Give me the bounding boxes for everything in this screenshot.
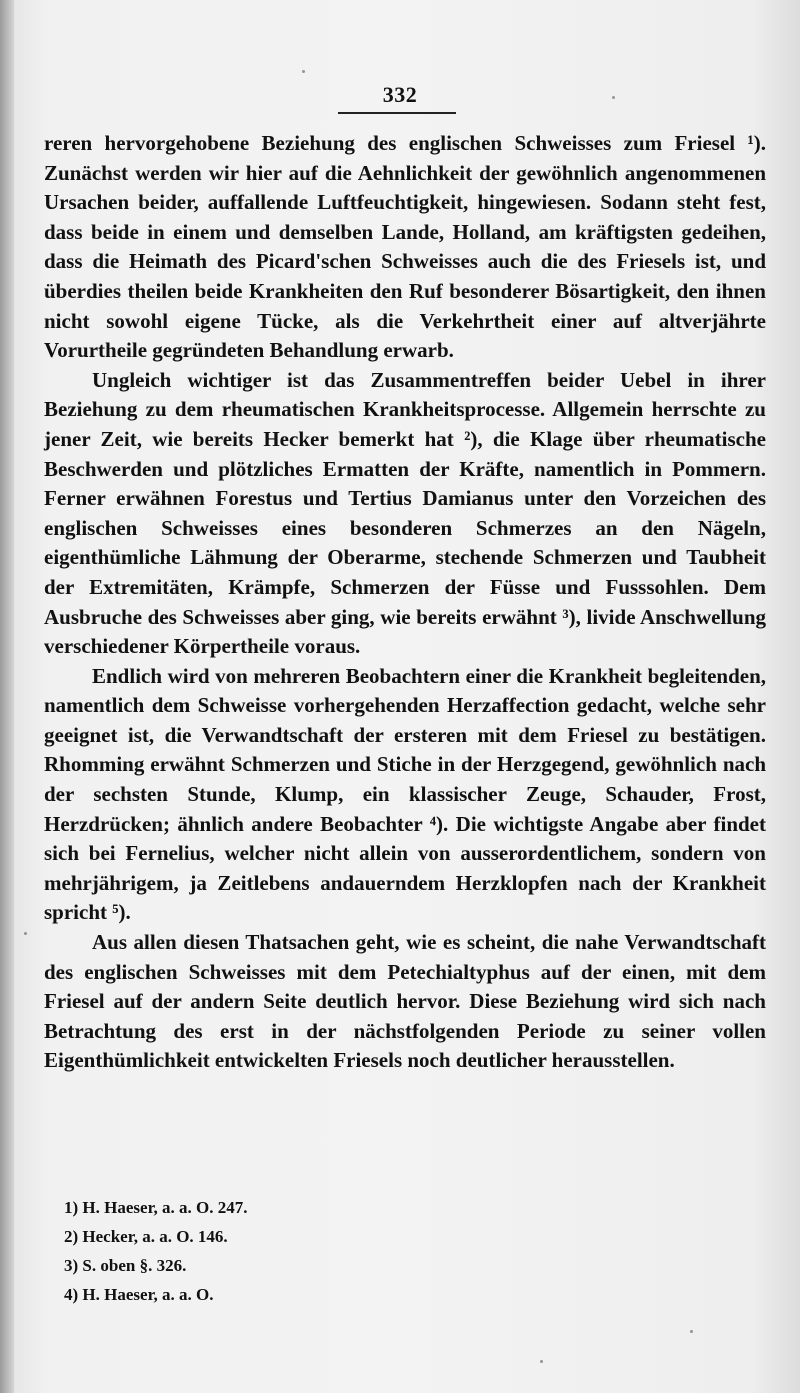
paragraph-4: Aus allen diesen Thatsachen geht, wie es scheint, die nahe Verwandtschaft des englischen Schweisses mit dem Petechialtyphus auf der einen, mit dem Friesel auf der andern Seite deutlich hervor. Diese Beziehung wird sich nach Betrachtung des erst in der nächstfolgenden Periode zu seiner vollen Eigenthümlichkeit entwickelten Friesels noch deutlicher herausstellen. <box>44 930 766 1073</box>
footnote-4: 4) H. Haeser, a. a. O. <box>64 1285 214 1304</box>
footnotes <box>64 1193 664 1309</box>
paper-speck <box>690 1330 693 1333</box>
paper-speck <box>24 932 27 935</box>
body-text <box>44 129 766 1076</box>
footnote-2: 2) Hecker, a. a. O. 146. <box>64 1227 228 1246</box>
paper-speck <box>302 70 305 73</box>
paper-speck <box>540 1360 543 1363</box>
paragraph-2: Ungleich wichtiger ist das Zusammentreffen beider Uebel in ihrer Beziehung zu dem rheumatischen Krankheitsprocesse. Allgemein herrschte zu jener Zeit, wie bereits Hecker bemerkt hat ²), die Klage über rheumatische Beschwerden und plötzliches Ermatten der Kräfte, namentlich in Pommern. Ferner erwähnen Forestus und Tertius Damianus unter den Vorzeichen des englischen Schweisses eines besonderen Schmerzes an den Nägeln, eigenthümliche Lähmung der Oberarme, stechende Schmerzen und Taubheit der Extremitäten, Krämpfe, Schmerzen der Füsse und Fusssohlen. Dem Ausbruche des Schweisses aber ging, wie bereits erwähnt ³), livide Anschwellung verschiedener Körpertheile voraus. <box>44 367 766 659</box>
paragraph-1: reren hervorgehobene Beziehung des englischen Schweisses zum Friesel ¹). Zunächst werden wir hier auf die Aehnlichkeit der gewöhnlich angenommenen Ursachen beider, auffallende Luftfeuchtigkeit, hingewiesen. Sodann steht fest, dass beide in einem und demselben Lande, Holland, am kräftigsten gedeihen, dass die Heimath des Picard'schen Schweisses auch die des Friesels ist, und überdies theilen beide Krankheiten den Ruf besonderer Bösartigkeit, den ihnen nicht sowohl eigene Tücke, als die Verkehrtheit einer auf altverjährte Vorurtheile gegründeten Behandlung erwarb. <box>44 131 766 363</box>
paper-speck <box>612 96 615 99</box>
footnote-1: 1) H. Haeser, a. a. O. 247. <box>64 1198 248 1217</box>
page-number-rule <box>338 112 456 114</box>
footnote-3: 3) S. oben §. 326. <box>64 1256 187 1275</box>
paragraph-3: Endlich wird von mehreren Beobachtern einer die Krankheit begleitenden, namentlich dem Schweisse vorhergehenden Herzaffection gedacht, welche sehr geeignet ist, die Verwandtschaft der ersteren mit dem Friesel zu bestätigen. Rhomming erwähnt Schmerzen und Stiche in der Herzgegend, gewöhnlich nach der sechsten Stunde, Klump, ein klassischer Zeuge, Schauder, Frost, Herzdrücken; ähnlich andere Beobachter ⁴). Die wichtigste Angabe aber findet sich bei Fernelius, welcher nicht allein von ausserordentlichem, sondern von mehrjährigem, ja Zeitlebens andauerndem Herzklopfen nach der Krankheit spricht ⁵). <box>44 663 766 925</box>
page-number: 332 <box>382 82 418 107</box>
page-spine-shadow <box>0 0 14 1393</box>
